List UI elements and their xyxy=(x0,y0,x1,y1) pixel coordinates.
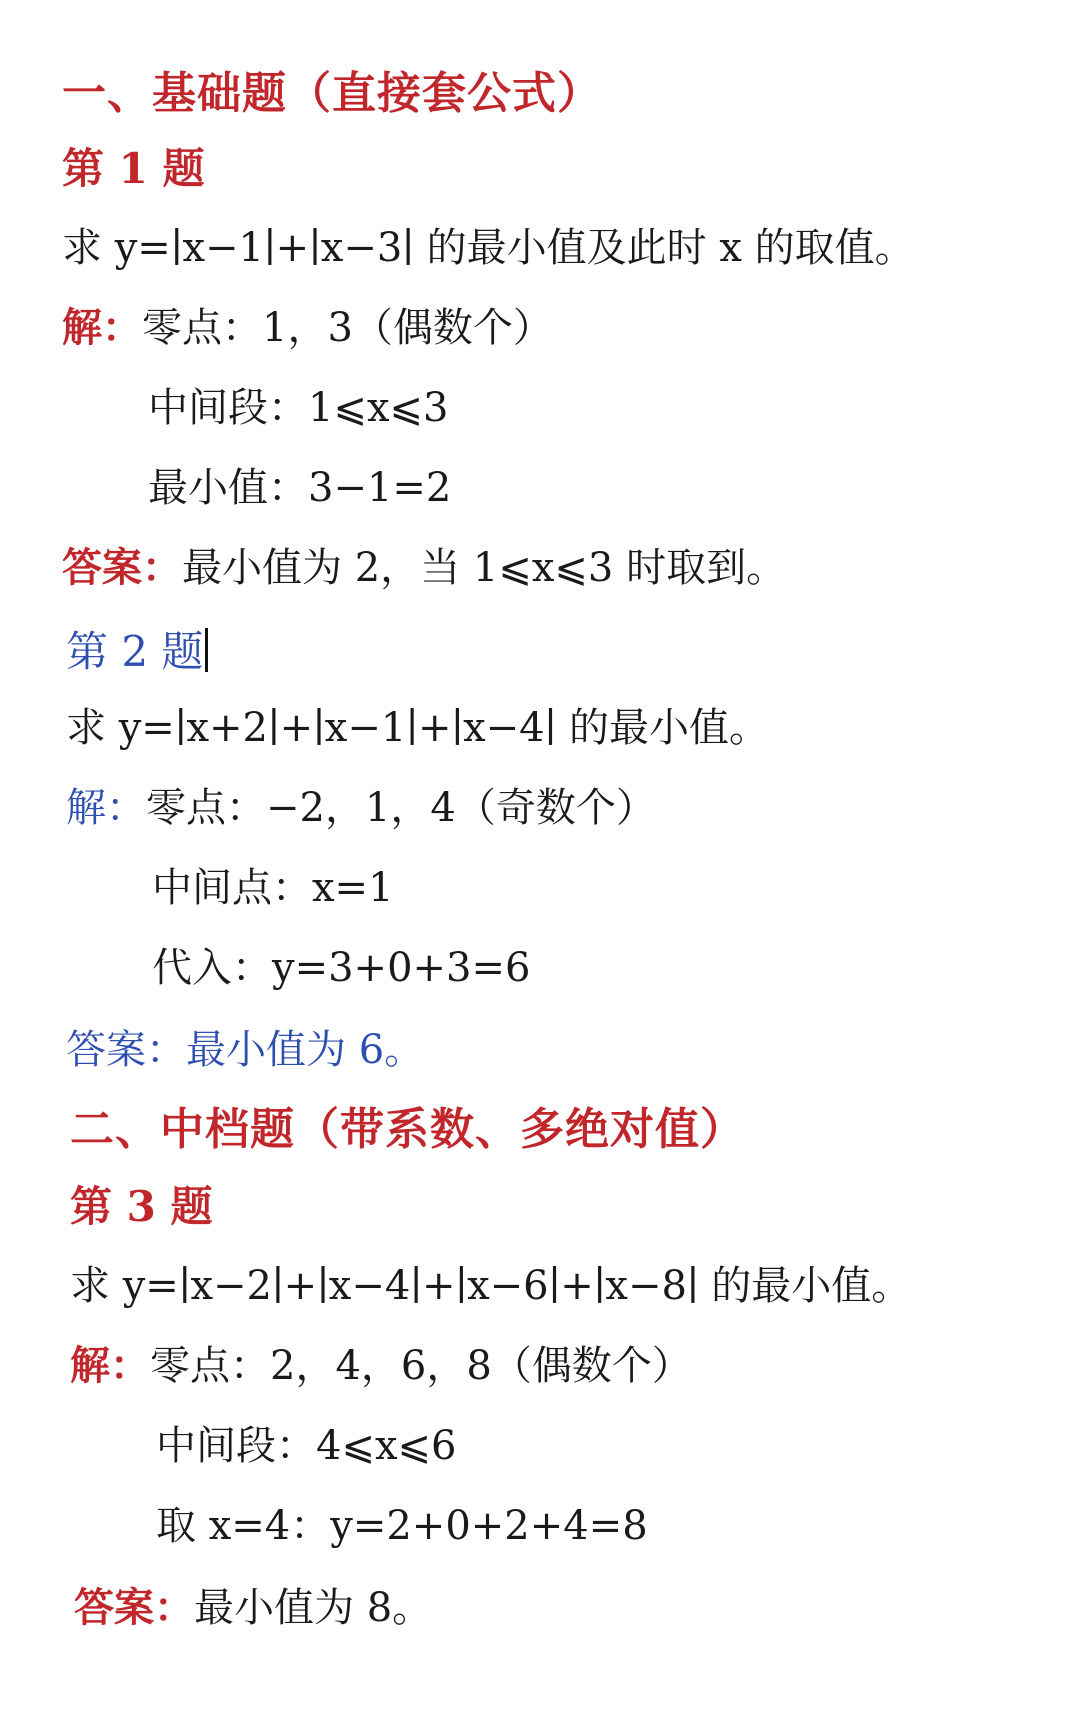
solution-text: 零点：2，4，6，8（偶数个） xyxy=(150,1343,692,1389)
question-3-title: 第 3 题 xyxy=(70,1182,213,1231)
text-cursor xyxy=(205,628,208,672)
question-2-problem: 求 y=∣x+2∣+∣x−1∣+∣x−4∣ 的最小值。 xyxy=(66,705,769,751)
question-2-solution-line-2: 中间点：x=1 xyxy=(152,865,394,911)
question-1-solution-line-3: 最小值：3−1=2 xyxy=(148,465,452,511)
question-1-title: 第 1 题 xyxy=(62,144,205,193)
question-2-answer xyxy=(66,1027,425,1073)
solution-label: 解： xyxy=(66,785,146,831)
question-3-solution-line-1 xyxy=(70,1342,692,1389)
solution-label: 解： xyxy=(70,1342,150,1389)
answer-label: 答案： xyxy=(62,544,182,591)
question-3-solution-line-2: 中间段：4⩽x⩽6 xyxy=(156,1423,457,1469)
question-2-title-text: 第 2 题 xyxy=(66,627,204,676)
section-1-title: 一、基础题（直接套公式） xyxy=(62,68,602,119)
question-1-problem: 求 y=∣x−1∣+∣x−3∣ 的最小值及此时 x 的取值。 xyxy=(62,225,915,271)
section-2-title: 二、中档题（带系数、多绝对值） xyxy=(70,1104,745,1155)
answer-label: 答案： xyxy=(66,1027,186,1073)
question-1-answer xyxy=(62,544,787,591)
question-3-problem: 求 y=∣x−2∣+∣x−4∣+∣x−6∣+∣x−8∣ 的最小值。 xyxy=(70,1263,912,1309)
question-2-solution-line-3: 代入：y=3+0+3=6 xyxy=(152,945,531,991)
question-3-solution-line-3: 取 x=4：y=2+0+2+4=8 xyxy=(156,1503,648,1549)
solution-text: 零点：−2，1，4（奇数个） xyxy=(146,785,656,831)
question-2-solution-line-1 xyxy=(66,785,656,831)
answer-text: 最小值为 8。 xyxy=(194,1585,433,1631)
answer-text: 最小值为 6。 xyxy=(186,1027,425,1073)
solution-label: 解： xyxy=(62,304,142,351)
solution-text: 零点：1，3（偶数个） xyxy=(142,305,553,351)
question-1-solution-line-2: 中间段：1⩽x⩽3 xyxy=(148,385,449,431)
question-1-solution-line-1 xyxy=(62,304,553,351)
answer-text: 最小值为 2，当 1⩽x⩽3 时取到。 xyxy=(182,545,787,591)
answer-label: 答案： xyxy=(74,1584,194,1631)
question-2-title xyxy=(66,627,208,676)
question-3-answer xyxy=(74,1584,433,1631)
